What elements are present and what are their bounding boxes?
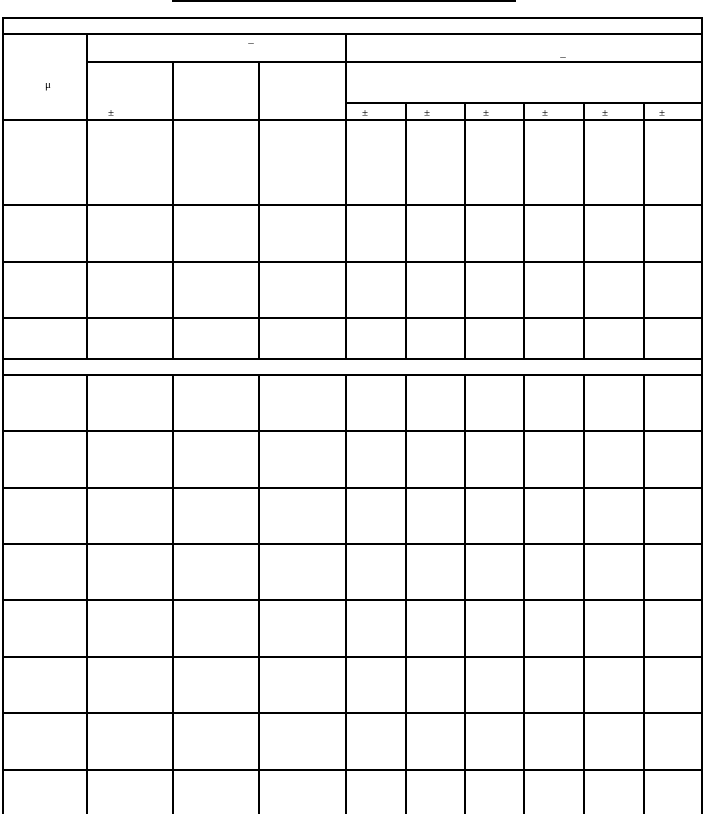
row-rule — [2, 656, 703, 658]
row-rule — [2, 769, 703, 771]
column-rule — [345, 374, 347, 814]
tolerance-symbol: ± — [361, 107, 369, 119]
column-rule — [464, 102, 466, 358]
column-rule — [172, 374, 174, 814]
group1-marker: – — [248, 37, 254, 49]
section-rule — [2, 374, 703, 376]
column-rule — [345, 33, 347, 358]
table-top-border — [2, 17, 703, 19]
column-rule — [405, 374, 407, 814]
column-rule — [523, 102, 525, 358]
row-rule — [2, 599, 703, 601]
row-rule — [2, 543, 703, 545]
table-left-border — [2, 17, 4, 814]
header-bottom-rule — [2, 119, 703, 121]
table-right-border — [701, 17, 703, 814]
tolerance-symbol: ± — [658, 107, 666, 119]
column-rule — [643, 102, 645, 358]
stub-header-symbol: μ — [45, 79, 51, 91]
tolerance-symbol: ± — [601, 107, 609, 119]
row-rule — [2, 712, 703, 714]
row-rule — [2, 261, 703, 263]
column-rule — [643, 374, 645, 814]
section-rule — [2, 358, 703, 360]
row-rule — [2, 317, 703, 319]
row-rule — [2, 487, 703, 489]
tolerance-symbol: ± — [482, 107, 490, 119]
column-rule — [86, 33, 88, 358]
column-rule — [583, 374, 585, 814]
tolerance-symbol: ± — [541, 107, 549, 119]
column-rule — [583, 102, 585, 358]
group2-subheader-rule — [346, 61, 701, 63]
group2-marker: – — [560, 51, 566, 63]
column-rule — [405, 102, 407, 358]
column-rule — [464, 374, 466, 814]
title-underline — [172, 0, 516, 2]
column-rule — [258, 374, 260, 814]
column-rule — [258, 61, 260, 358]
tolerance-symbol: ± — [423, 107, 431, 119]
column-rule — [523, 374, 525, 814]
group1-subheader-rule — [88, 61, 346, 63]
row-rule — [2, 204, 703, 206]
tolerance-symbol: ± — [107, 107, 115, 119]
row-rule — [2, 430, 703, 432]
column-rule — [86, 374, 88, 814]
header-rule — [2, 33, 703, 35]
column-rule — [172, 61, 174, 358]
